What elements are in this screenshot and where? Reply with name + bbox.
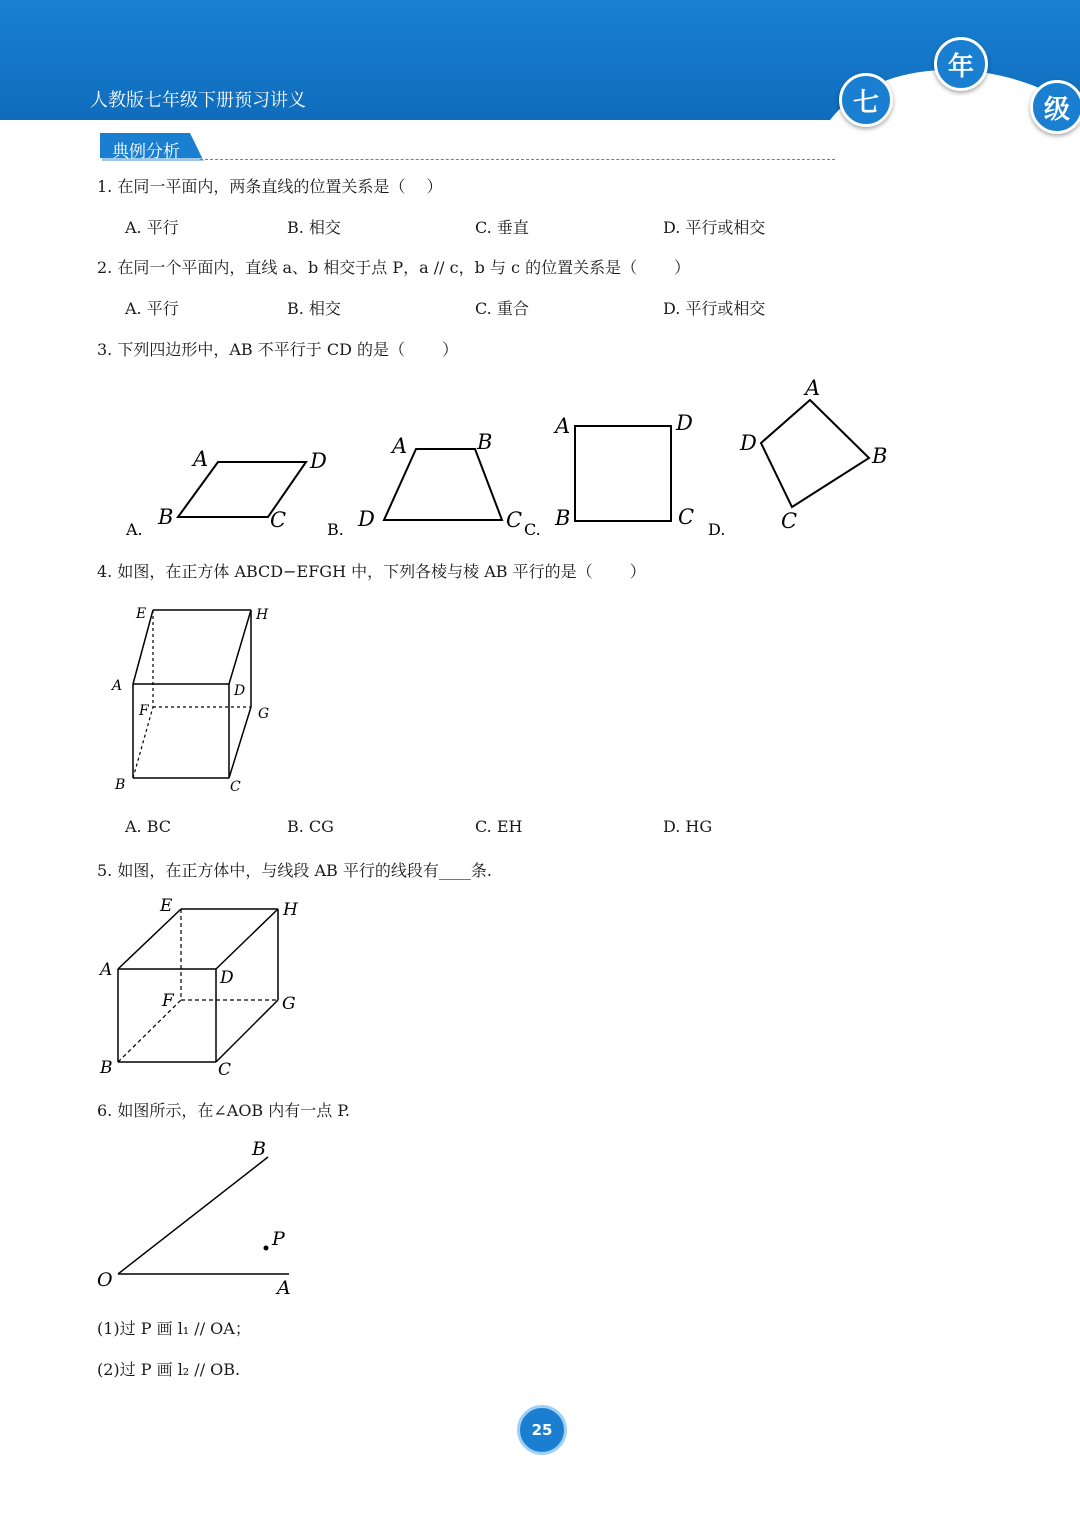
question-4-option-b: B. CG — [287, 817, 334, 836]
question-1-stem: 1. 在同一平面内，两条直线的位置关系是（ ） — [97, 177, 443, 196]
figure-c-label-c: C — [678, 505, 695, 529]
figure-d-quadrilateral — [761, 400, 869, 507]
cube5-label-b: B — [100, 1058, 113, 1078]
question-4-option-d: D. HG — [663, 817, 713, 836]
question-3-option-a: A. — [126, 520, 143, 539]
header-title: 人教版七年级下册预习讲义 — [90, 90, 306, 111]
question-2-option-a: A. 平行 — [125, 299, 179, 318]
question-4-cube-figure — [100, 600, 300, 800]
cube4-label-a: A — [112, 678, 123, 694]
question-3-option-c: C. — [524, 520, 541, 539]
cube5-label-f: F — [162, 991, 174, 1011]
question-2-stem: 2. 在同一个平面内，直线 a、b 相交于点 P，a // c，b 与 c 的位置关系是（ ） — [97, 258, 691, 277]
figure-b-label-d: D — [358, 507, 375, 531]
figure-a-label-d: D — [310, 449, 327, 473]
figure-d-label-d: D — [740, 431, 757, 455]
cube4-label-c: C — [230, 779, 241, 795]
question-6-angle-figure — [90, 1130, 310, 1305]
question-2-option-b: B. 相交 — [287, 299, 341, 318]
grade-char-qi: 七 — [839, 73, 893, 127]
grade-char-ji: 级 — [1030, 80, 1080, 134]
question-1-option-d: D. 平行或相交 — [663, 218, 766, 237]
cube4-label-e: E — [136, 606, 147, 622]
figure-a-label-c: C — [270, 508, 287, 532]
question-4-stem: 4. 如图，在正方体 ABCD−EFGH 中，下列各棱与棱 AB 平行的是（ ） — [97, 562, 646, 581]
question-5-cube-figure — [95, 890, 315, 1080]
figure-c-label-b: B — [555, 506, 571, 530]
cube4-label-g: G — [258, 706, 270, 722]
figure-a-label-b: B — [158, 505, 174, 529]
cube4-label-f: F — [139, 703, 149, 719]
question-4-option-c: C. EH — [475, 817, 523, 836]
figure-d-label-c: C — [781, 509, 798, 533]
figure-c-label-d: D — [676, 411, 693, 435]
angle-label-a: A — [277, 1277, 291, 1299]
question-4-option-a: A. BC — [125, 817, 172, 836]
question-6-sub-2: (2)过 P 画 l₂ // OB. — [97, 1360, 241, 1379]
question-3-stem: 3. 下列四边形中，AB 不平行于 CD 的是（ ） — [97, 340, 459, 359]
figure-b-label-a: A — [392, 434, 408, 458]
section-tab-label: 典例分析 — [112, 142, 180, 162]
cube5-label-d: D — [220, 968, 234, 988]
cube5-label-g: G — [282, 994, 296, 1014]
question-1-option-a: A. 平行 — [125, 218, 179, 237]
cube5-label-c: C — [218, 1060, 232, 1080]
angle-label-b: B — [252, 1138, 266, 1160]
figure-a-label-a: A — [193, 447, 209, 471]
question-6-stem: 6. 如图所示，在∠AOB 内有一点 P. — [97, 1101, 350, 1120]
figure-d-label-a: A — [805, 376, 821, 400]
section-divider — [200, 159, 835, 160]
question-3-figures — [0, 370, 1080, 545]
cube5-label-h: H — [283, 900, 298, 920]
page-number: 25 — [517, 1405, 567, 1455]
question-6-sub-1: (1)过 P 画 l₁ // OA； — [97, 1319, 251, 1338]
figure-d-label-b: B — [872, 444, 888, 468]
cube4-label-h: H — [256, 607, 269, 623]
cube4-label-d: D — [234, 683, 246, 699]
grade-char-nian: 年 — [934, 37, 988, 91]
question-5-stem: 5. 如图，在正方体中，与线段 AB 平行的线段有____条. — [97, 861, 492, 880]
question-1-option-b: B. 相交 — [287, 218, 341, 237]
cube4-label-b: B — [115, 777, 126, 793]
question-3-option-b: B. — [327, 520, 344, 539]
figure-b-trapezoid — [384, 449, 502, 520]
cube5-label-e: E — [160, 896, 173, 916]
figure-c-square — [575, 426, 671, 521]
figure-b-label-c: C — [506, 508, 523, 532]
figure-c-label-a: A — [555, 414, 571, 438]
question-2-option-c: C. 重合 — [475, 299, 529, 318]
point-p-dot — [264, 1246, 269, 1251]
question-1-option-c: C. 垂直 — [475, 218, 529, 237]
angle-label-o: O — [97, 1269, 113, 1291]
angle-label-p: P — [272, 1228, 285, 1250]
cube5-label-a: A — [100, 960, 113, 980]
figure-b-label-b: B — [477, 430, 493, 454]
question-2-option-d: D. 平行或相交 — [663, 299, 766, 318]
question-3-option-d: D. — [708, 520, 726, 539]
